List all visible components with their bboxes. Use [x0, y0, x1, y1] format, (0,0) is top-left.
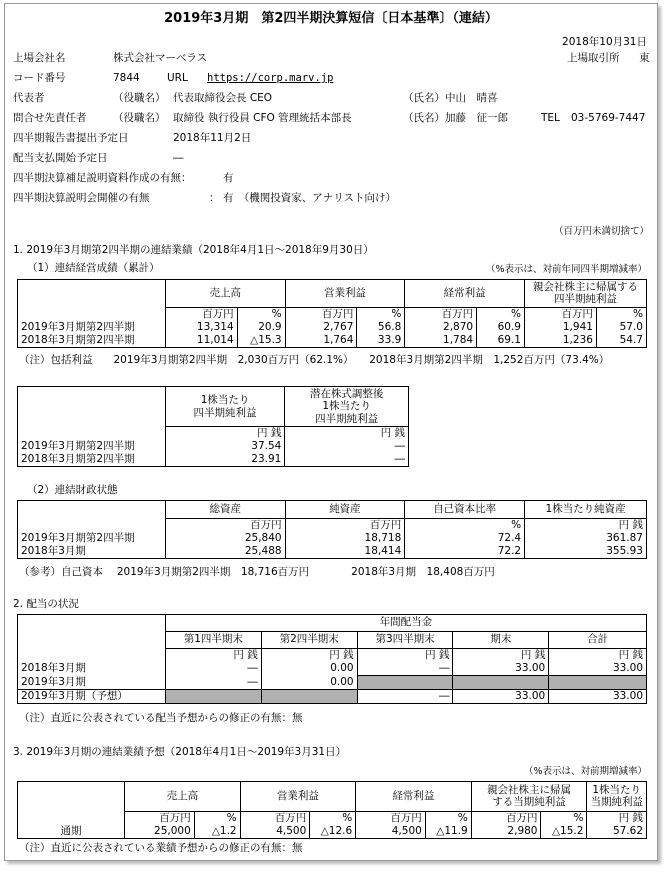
listed-company-value: 株式会社マーベラス — [113, 52, 208, 64]
representative-label: 代表者 — [13, 92, 45, 104]
table-row: 2019年3月期第2四半期 25,840 18,718 72.4 361.87 — [18, 532, 647, 545]
header-operating-income: 営業利益 — [285, 280, 405, 308]
header-eps: 1株当たり 四半期純利益 — [165, 387, 285, 427]
financial-position-table: 総資産 純資産 自己資本比率 1株当たり純資産 百万円 百万円 % 円 銭 2019年3月期第2四半期 25,840 18,718 72.4 361.87 2018年3月期 25,488 18,414 72.2 355.93 — [17, 500, 647, 559]
header-annual-dividend: 年間配当金 — [165, 615, 646, 632]
header-equity-ratio: 自己資本比率 — [405, 501, 525, 519]
contact-role: 取締役 執行役員 CFO 管理統括本部長 — [173, 112, 352, 124]
supplementary-label: 四半期決算補足説明資料作成の有無： — [13, 172, 192, 184]
briefing-colon: ： — [209, 192, 220, 204]
exchange-value: 東 — [639, 52, 650, 64]
section1-sub1: （1）連結経営成績（累計） — [27, 262, 160, 274]
code-label: コード番号 — [13, 72, 66, 84]
unit-note: （百万円未満切捨て） — [553, 226, 649, 237]
document-title: 2019年3月期 第2四半期決算短信〔日本基準〕（連結） — [164, 11, 498, 26]
rep-role: 代表取締役会長 CEO — [173, 92, 273, 104]
briefing-label: 四半期決算説明会開催の有無 — [13, 192, 150, 204]
eps-table: 1株当たり 四半期純利益 潜在株式調整後 1株当たり 四半期純利益 円 銭 円 銭 2019年3月期第2四半期 37.54 ― 2018年3月期第2四半期 23.91 ― — [17, 386, 409, 467]
contact-label: 問合せ先責任者 — [13, 112, 87, 124]
briefing-value: 有 （機関投資家、アナリスト向け） — [223, 192, 397, 204]
contact-name: 加藤 征一郎 — [445, 112, 508, 124]
table-row: 2018年3月期第2四半期 11,014 △15.3 1,764 33.9 1,784 69.1 1,236 54.7 — [18, 334, 647, 348]
tel-label: TEL — [541, 112, 560, 124]
row-label: 2019年3月期第2四半期 — [18, 321, 166, 334]
dividend-date-label: 配当支払開始予定日 — [13, 152, 108, 164]
listed-company-label: 上場会社名 — [13, 52, 66, 64]
equity-reference-note: （参考）自己資本 2019年3月期第2四半期 18,716百万円 2018年3月期 18,408百万円 — [19, 566, 495, 578]
dividend-date: ― — [173, 152, 184, 164]
results-table: 売上高 営業利益 経常利益 親会社株主に帰属する 四半期純利益 百万円 % 百万円 % 百万円 % 百万円 % 2019年3月期第2四半期 13,314 20.9 2,767 56.8 2,870 60.9 1,941 57.0 2018年3月期第2四半期 11,014 △15.3 1,764 33.9 1,784 69.1 1,236 54.7 — [17, 279, 647, 348]
rep-role-label: （役職名） — [113, 92, 166, 104]
code-value: 7844 — [113, 72, 140, 84]
table-row: 2019年3月期 ― 0.00 — [18, 676, 647, 690]
section1-sub2: （2）連結財政状態 — [27, 484, 118, 496]
table-row: 2018年3月期第2四半期 23.91 ― — [18, 453, 409, 467]
header-sales: 売上高 — [165, 280, 285, 308]
row-label: 2018年3月期第2四半期 — [18, 334, 166, 348]
section3-heading: 3. 2019年3月期の連結業績予想（2018年4月1日～2019年3月31日） — [13, 746, 347, 758]
url-label: URL — [167, 72, 188, 84]
publish-date: 2018年10月31日 — [562, 36, 647, 48]
document-page — [4, 3, 658, 861]
section1-sub1-note: （%表示は、対前年同四半期増減率） — [485, 264, 647, 275]
report-date: 2018年11月2日 — [173, 132, 252, 144]
tel-value: 03-5769-7447 — [571, 112, 646, 124]
header-net-assets: 純資産 — [285, 501, 405, 519]
section1-heading: 1. 2019年3月期第2四半期の連結業績（2018年4月1日～2018年9月30日） — [13, 244, 374, 256]
header-bps: 1株当たり純資産 — [525, 501, 647, 519]
comprehensive-income-note: （注）包括利益 2019年3月期第2四半期 2,030百万円（62.1%） 2018年3月期第2四半期 1,252百万円（73.4%） — [19, 354, 610, 366]
section3-note-pct: （%表示は、対前期増減率） — [523, 766, 647, 777]
url-link[interactable]: https://corp.marv.jp — [207, 72, 334, 84]
table-row: 2019年3月期第2四半期 13,314 20.9 2,767 56.8 2,870 60.9 1,941 57.0 — [18, 321, 647, 334]
table-row: 2018年3月期 25,488 18,414 72.2 355.93 — [18, 545, 647, 559]
header-total-assets: 総資産 — [165, 501, 285, 519]
header-ordinary-income: 経常利益 — [405, 280, 525, 308]
dividend-revision-note: （注）直近に公表されている配当予想からの修正の有無：無 — [19, 712, 303, 724]
table-row: 2019年3月期（予想） ― 33.00 33.00 — [18, 690, 647, 704]
rep-name: 中山 晴喜 — [445, 92, 498, 104]
contact-role-label: （役職名） — [113, 112, 166, 124]
contact-name-label: （氏名） — [403, 112, 445, 124]
report-date-label: 四半期報告書提出予定日 — [13, 132, 129, 144]
table-row: 2018年3月期 ― 0.00 ― 33.00 33.00 — [18, 662, 647, 676]
header-diluted-eps: 潜在株式調整後 1株当たり 四半期純利益 — [285, 387, 409, 427]
table-row: 2019年3月期第2四半期 37.54 ― — [18, 440, 409, 453]
header-net-income: 親会社株主に帰属する 四半期純利益 — [524, 280, 646, 308]
dividend-table: 年間配当金 第1四半期末 第2四半期末 第3四半期末 期末 合計 円 銭 円 銭 円 銭 円 銭 円 銭 2018年3月期 ― 0.00 ― 33.00 33.00 2019年3月期 ― 0.00 2019年3月期（予想） ― 33.00 33.00 — [17, 614, 647, 704]
forecast-revision-note: （注）直近に公表されている業績予想からの修正の有無：無 — [19, 842, 303, 854]
rep-name-label: （氏名） — [403, 92, 445, 104]
forecast-table: 売上高 営業利益 経常利益 親会社株主に帰属 する当期純利益 1株当たり 当期純利益 百万円 % 百万円 % 百万円 % 百万円 % 円 銭 通期 25,000 △1.2 4,500 △12.6 4,500 △11.9 2,980 △15.2 57.62 — [17, 781, 647, 839]
supplementary-value: 有 — [223, 172, 234, 184]
exchange-label: 上場取引所 — [567, 52, 620, 64]
section2-heading: 2. 配当の状況 — [13, 598, 79, 610]
table-row: 通期 25,000 △1.2 4,500 △12.6 4,500 △11.9 2,980 △15.2 57.62 — [18, 825, 647, 839]
